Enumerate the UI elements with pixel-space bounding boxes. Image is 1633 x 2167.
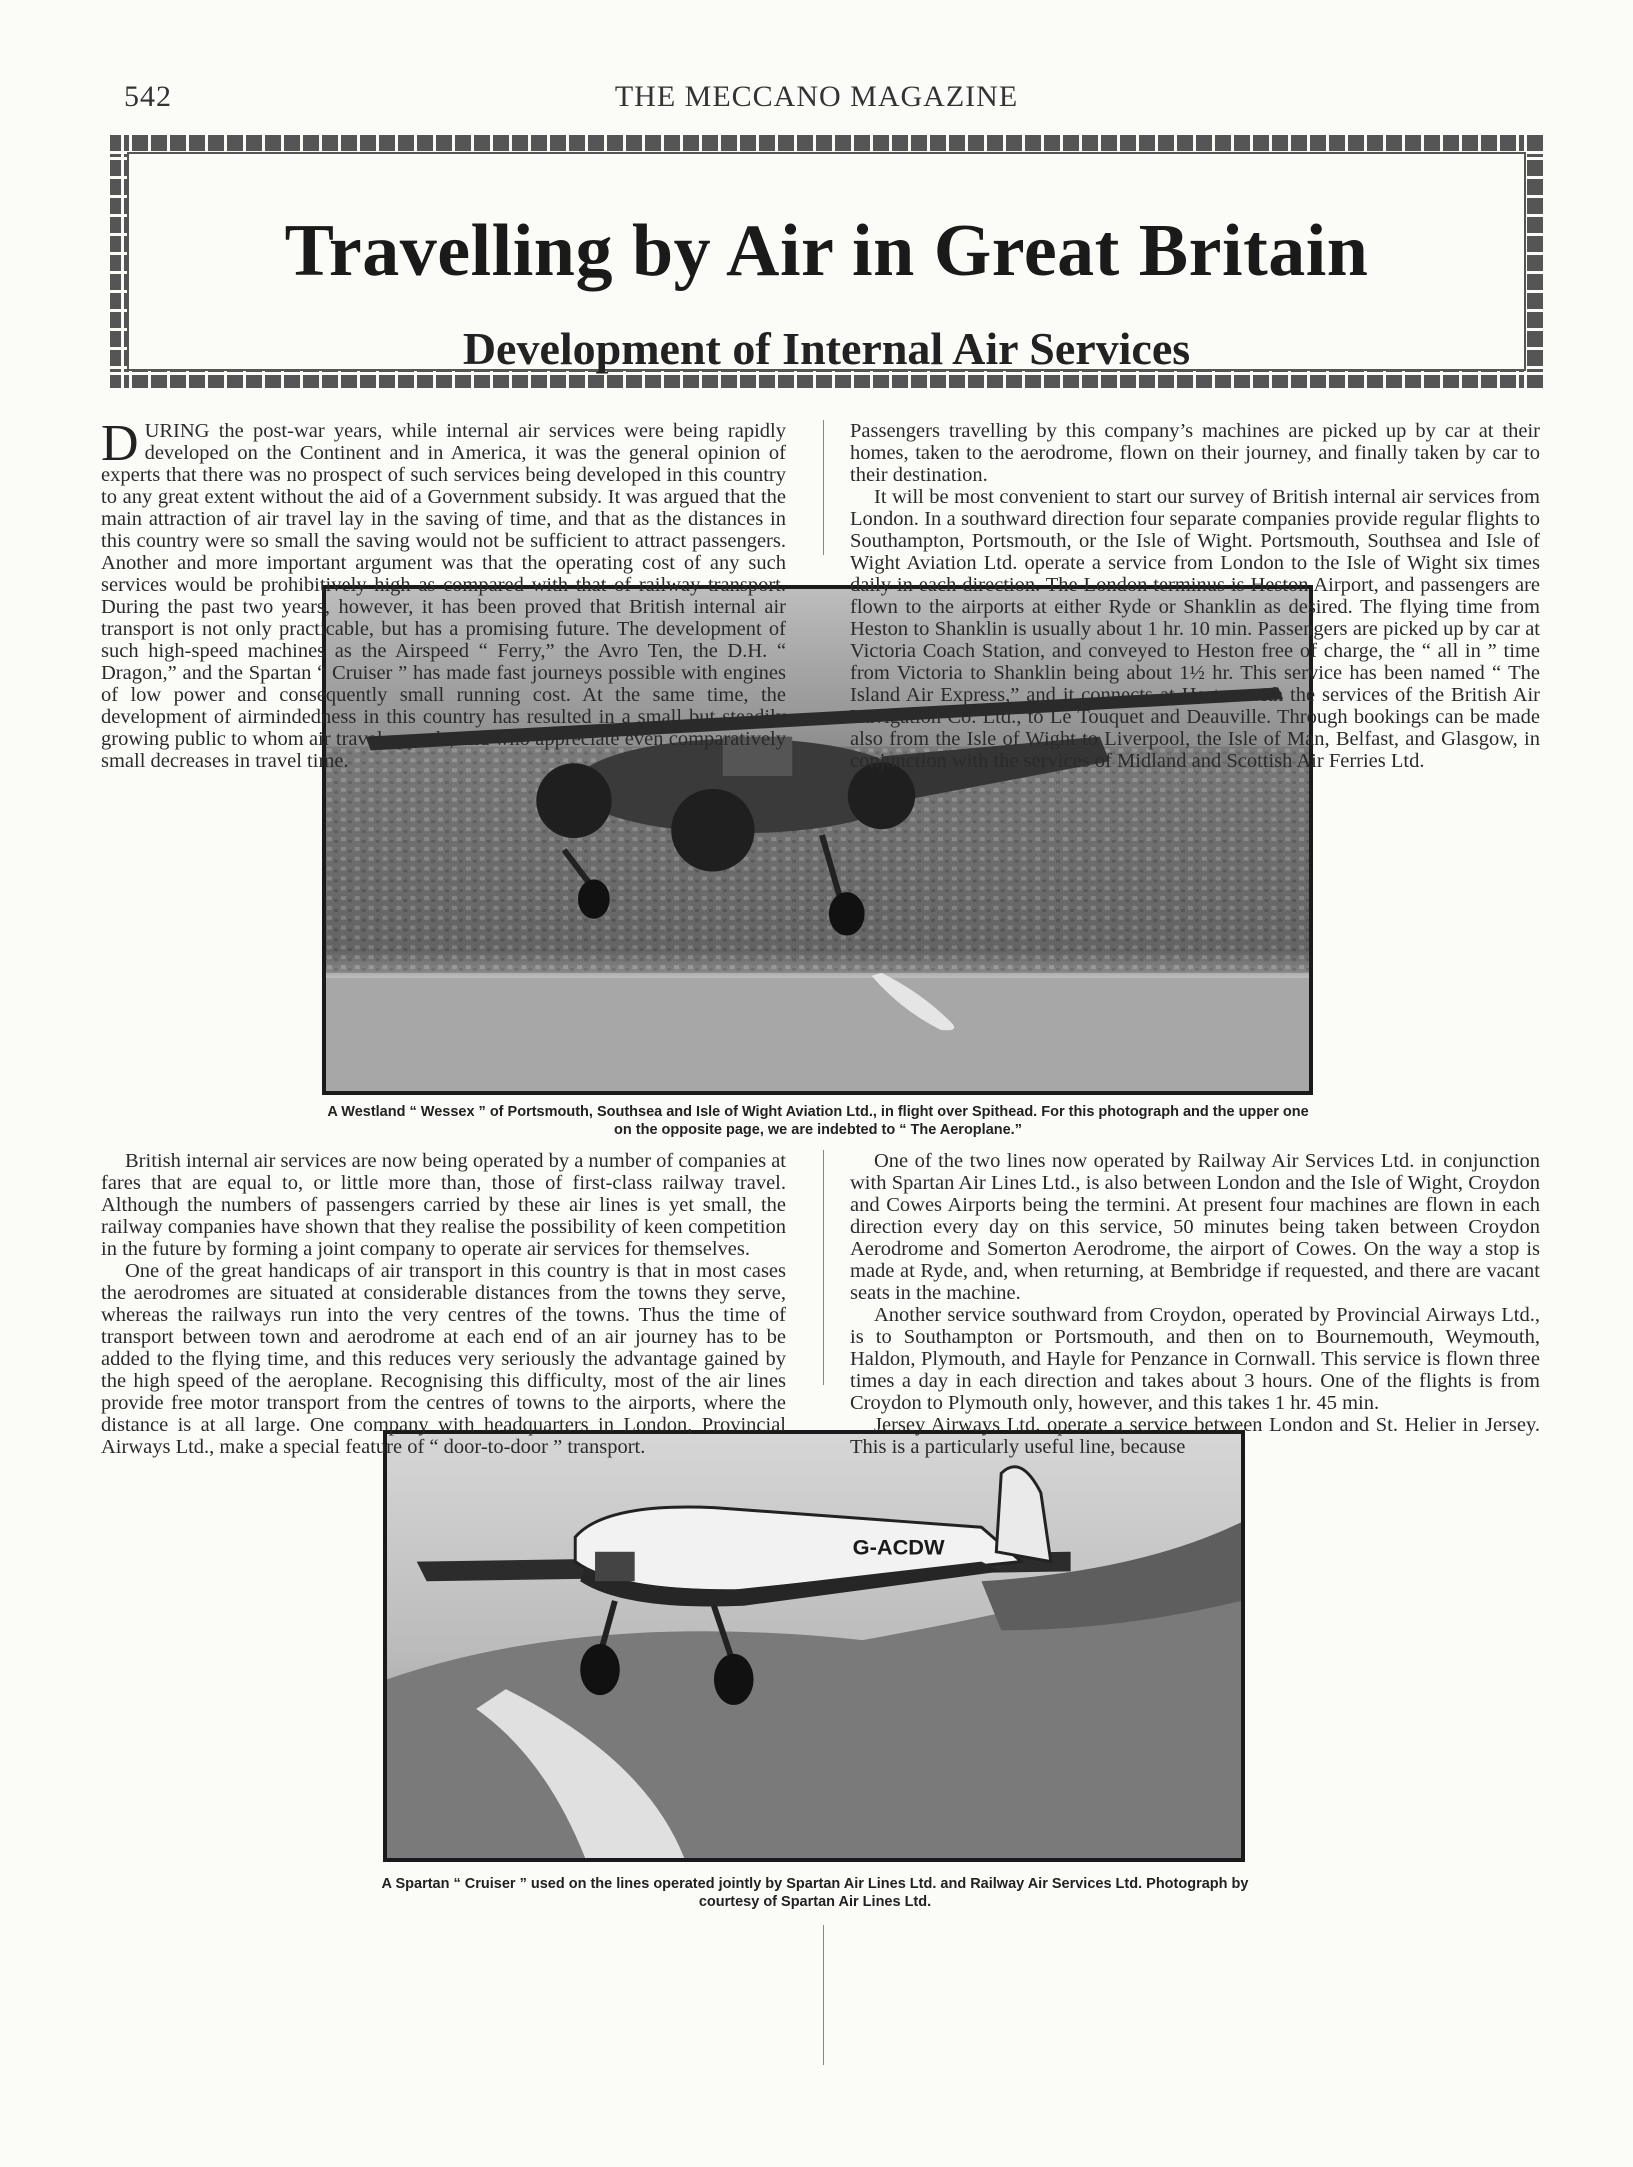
page-number: 542 [124,80,172,113]
magazine-name: THE MECCANO MAGAZINE [614,80,1019,113]
drop-cap: D [101,415,139,472]
right-paragraph-1: Passengers travelling by this company’s machines are picked up by car at their homes, taken to the aerodrome, flown on their journey, and finally taken by car to their destination. [850,420,1540,486]
right-paragraph-2: It will be most convenient to start our survey of British internal air services from London. In a southward direction four separate companies provide regular flights to Southampton, Portsmouth, or the Isle of Wight. Portsmouth, Southsea and Isle of Wight Aviation Ltd. operate a service from London to the Isle of Wight six times daily in each direction. The London terminus is Heston Airport, and passengers are flown to the airports at either Ryde or Shanklin as desired. The flying time from Heston to Shanklin is usually about 1 hr. 10 min. Passengers are picked up by car at Victoria Coach Station, and conveyed to Heston free of charge, the “ all in ” time from Victoria to Shanklin being about 1½ hr. This service has been named “ The Island Air Express,” and it connects at Heston with the services of the British Air Navigation Co. Ltd., to Le Touquet and Deauville. Through bookings can be made also from the Isle of Wight to Liverpool, the Isle of Man, Belfast, and Glasgow, in conjunction with the services of Midland and Scottish Air Ferries Ltd. [850,486,1540,772]
right-paragraph-5: Jersey Airways Ltd. operate a service between London and St. Helier in Jersey. This is a particularly useful line, because [850,1414,1540,1458]
article-title: Travelling by Air in Great Britain [284,210,1369,292]
left-paragraph-1: URING the post-war years, while internal air services were being rapidly developed on the Continent and in America, it was the general opinion of experts that there was no prospect of such services being developed in this country to any great extent without the aid of a Government subsidy. It was argued that the main attraction of air travel lay in the saving of time, and that as the distances in this country were so small the saving would not be sufficient to attract passengers. Another and more important argument was that the operating cost of any such services would be prohibitively high as compared with that of railway transport. During the past two years, however, it has been proved that British internal air transport is not only practicable, but has a promising future. The development of such high-speed machines as the Airspeed “ Ferry,” the Avro Ten, the D.H. “ Dragon,” and the Spartan “ Cruiser ” has made fast journeys possible with engines of low power and consequently small running cost. At the same time, the development of airmindedness in this country has resulted in a small but steadily growing public to whom air travel appeals, and who appreciate even comparatively small decreases in travel time. [101,420,786,772]
right-paragraph-3: One of the two lines now operated by Railway Air Services Ltd. in conjunction with Spartan Air Lines Ltd., is also between London and the Isle of Wight, Croydon and Cowes Airports being the termini. At present four machines are flown in each direction every day on this service, 50 minutes being taken between Croydon Aerodrome and Somerton Aerodrome, the airport of Cowes. On the way a stop is made at Ryde, and, when returning, at Bembridge if requested, and there are vacant seats in the machine. [850,1150,1540,1304]
right-column [850,420,1540,772]
left-column-lower [101,1150,786,1458]
title-frame [110,135,1543,388]
article-subtitle: Development of Internal Air Services [462,323,1191,374]
photo-spartan-cruiser-caption: A Spartan “ Cruiser ” used on the lines operated jointly by Spartan Air Lines Ltd. and Railway Air Services Ltd. Photograph by courtesy of Spartan Air Lines Ltd. [381,1876,1249,1910]
photo-westland-wessex-caption: A Westland “ Wessex ” of Portsmouth, Southsea and Isle of Wight Aviation Ltd., in flight over Spithead. For this photograph and the upper one on the opposite page, we are indebted to “ The Aeroplane.” [327,1104,1309,1138]
left-column-intro [101,415,786,772]
aircraft-registration: G-ACDW [852,1534,945,1560]
photo-spartan-cruiser [383,1430,1245,1862]
column-rule-bottom [823,1925,824,2065]
column-rule-top [823,420,824,555]
photo-spartan-cruiser-image [387,1434,1241,1858]
left-paragraph-2: British internal air services are now being operated by a number of companies at fares that are equal to, or little more than, those of first-class railway travel. Although the numbers of passengers carried by these air lines is yet small, the railway companies have shown that they realise the possibility of keen competition in the future by forming a joint company to operate air services for themselves. [101,1150,786,1260]
column-rule-middle [823,1150,824,1385]
right-column-lower [850,1150,1540,1458]
left-paragraph-3: One of the great handicaps of air transport in this country is that in most cases the aerodromes are situated at considerable distances from the towns they serve, whereas the railways run into the very centres of the towns. Thus the time of transport between town and aerodrome at each end of an air journey has to be added to the flying time, and this reduces very seriously the advantage gained by the high speed of the aeroplane. Recognising this difficulty, most of the air lines provide free motor transport from the centres of towns to the airports, where the distance is at all large. One company with headquarters in London, Provincial Airways Ltd., make a special feature of “ door-to-door ” transport. [101,1260,786,1458]
right-paragraph-4: Another service southward from Croydon, operated by Provincial Airways Ltd., is to Southampton or Portsmouth, and then on to Bournemouth, Weymouth, Haldon, Plymouth, and Hayle for Penzance in Cornwall. This service is flown three times a day in each direction and takes about 3 hours. One of the flights is from Croydon to Plymouth only, however, and this takes 1 hr. 45 min. [850,1304,1540,1414]
